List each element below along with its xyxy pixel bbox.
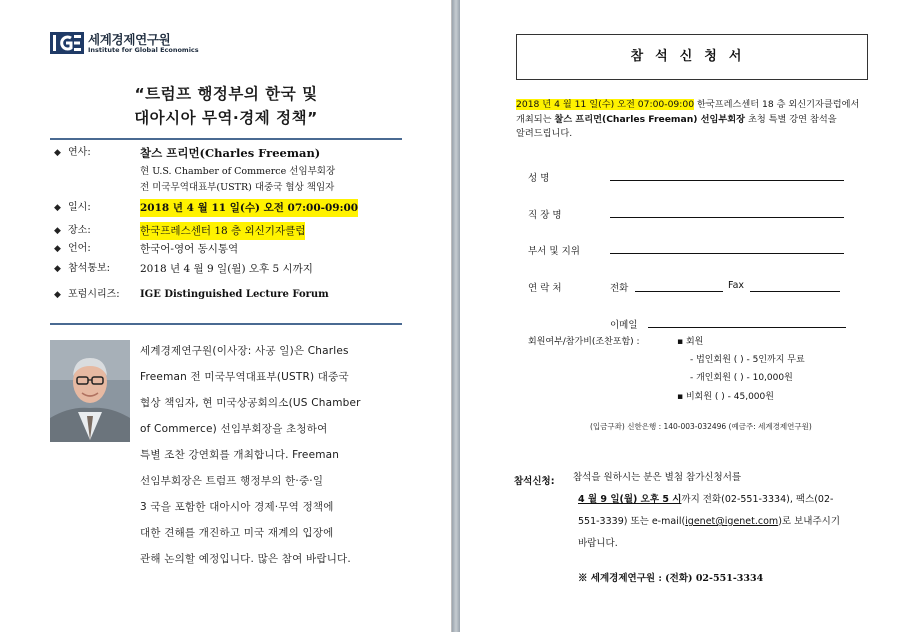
dept-label: 부서 및 지위 xyxy=(528,246,580,257)
intro-date: 2018 년 4 월 11 일(수) 오전 07:00-09:00 xyxy=(516,99,695,110)
email-input[interactable] xyxy=(648,327,846,328)
right-page xyxy=(460,0,916,632)
corporate-member-option[interactable]: - 법인회원 ( ) - 5인까지 무료 xyxy=(690,355,805,365)
language-key: 언어: xyxy=(68,243,91,254)
name-input[interactable] xyxy=(610,180,844,181)
info-rsvp xyxy=(50,260,410,278)
email-link[interactable]: igenet@igenet.com xyxy=(685,516,779,527)
info-series xyxy=(50,286,410,304)
bullet-icon: ◆ xyxy=(54,203,61,213)
intro-text-2a: 개최되는 xyxy=(516,113,555,125)
notice-fax: 551-3339) 또는 e-mail( xyxy=(578,516,686,527)
notice-line-3 xyxy=(578,511,888,533)
description-line: 관해 논의할 예정입니다. 많은 참여 바랍니다. xyxy=(140,553,351,565)
form-title-box xyxy=(516,34,868,80)
title-line-2: 대아시아 무역·경제 정책” xyxy=(134,109,318,127)
description-line: Freeman 전 미국무역대표부(USTR) 대중국 xyxy=(140,371,349,383)
description-line: of Commerce) 선임부회장을 초청하여 xyxy=(140,423,328,435)
language-value: 한국어-영어 동시통역 xyxy=(140,243,239,255)
deadline: 4 월 9 일(월) 오후 5 시 xyxy=(578,494,682,505)
intro-speaker: 찰스 프리먼(Charles Freeman) 선임부회장 xyxy=(554,113,746,125)
speaker-value: 찰스 프리먼(Charles Freeman) xyxy=(140,146,321,160)
intro-text-2c: 초청 특별 강연 참석을 xyxy=(745,113,837,125)
series-value: IGE Distinguished Lecture Forum xyxy=(140,289,329,300)
logo-name-en: Institute for Global Economics xyxy=(88,46,199,54)
speaker-key: 연사: xyxy=(68,147,91,158)
description-line: 선임부회장은 트럼프 행정부의 한·중·일 xyxy=(140,475,324,487)
lecture-title xyxy=(50,82,402,130)
divider-top xyxy=(50,138,402,140)
bullet-icon: ◆ xyxy=(54,148,61,158)
place-key: 장소: xyxy=(68,225,91,236)
form-intro xyxy=(516,98,872,142)
divider-bottom xyxy=(50,323,402,325)
speaker-photo xyxy=(50,340,130,442)
contact-footer: ※ 세계경제연구원 : (전화) 02-551-3334 xyxy=(578,573,764,584)
description-line: 특별 조찬 강연회를 개최합니다. Freeman xyxy=(140,449,340,461)
description-line: 협상 책임자, 현 미국상공회의소(US Chamber xyxy=(140,397,361,409)
ige-logo xyxy=(50,30,210,56)
event-description xyxy=(140,338,402,572)
name-label: 성 명 xyxy=(528,173,550,184)
notice-line-4: 바랍니다. xyxy=(578,538,618,549)
intro-text-3: 알려드립니다. xyxy=(516,128,573,139)
dept-input[interactable] xyxy=(610,253,844,254)
date-value: 2018 년 4 월 11 일(수) 오전 07:00-09:00 xyxy=(140,199,358,217)
notice-line-1: 참석을 원하시는 분은 별첨 참가신청서를 xyxy=(573,472,742,483)
ige-logo-mark xyxy=(50,32,84,54)
date-key: 일시: xyxy=(68,202,91,213)
email-label: 이메일 xyxy=(610,320,638,331)
page-gutter xyxy=(452,0,460,632)
speaker-current-title: 현 U.S. Chamber of Commerce 선임부회장 xyxy=(140,166,336,177)
notice-contacts: 까지 전화(02-551-3334), 팩스(02- xyxy=(681,494,834,505)
notice-send: )로 보내주시기 xyxy=(778,516,840,527)
bank-account: (입금구좌) 신한은행 : 140-003-032496 (예금주: 세계경제연구원) xyxy=(590,422,812,431)
notice-label: 참석신청: xyxy=(514,476,555,487)
description-line: 3 국을 포함한 대아시아 경제·무역 정책에 xyxy=(140,501,334,513)
bullet-icon: ◆ xyxy=(54,226,61,236)
series-key: 포럼시리즈: xyxy=(68,289,120,300)
bullet-icon: ◆ xyxy=(54,290,61,300)
left-page xyxy=(0,0,452,632)
info-language xyxy=(50,240,410,258)
info-speaker xyxy=(50,144,410,162)
company-input[interactable] xyxy=(610,217,844,218)
title-line-1: “트럼프 행정부의 한국 및 xyxy=(134,85,318,103)
place-value: 한국프레스센터 18 층 외신기자클럽 xyxy=(140,222,305,240)
rsvp-key: 참석통보: xyxy=(68,263,111,274)
individual-member-option[interactable]: - 개인회원 ( ) - 10,000원 xyxy=(690,373,793,383)
fax-label: Fax xyxy=(728,280,745,291)
notice-line-2 xyxy=(578,489,888,511)
phone-label: 전화 xyxy=(610,283,629,294)
info-place xyxy=(50,222,410,240)
fax-input[interactable] xyxy=(750,291,840,292)
description-line: 세계경제연구원(이사장: 사공 일)은 Charles xyxy=(140,345,349,357)
form-title: 참석신청서 xyxy=(630,49,754,64)
info-date xyxy=(50,199,410,217)
contact-label: 연 락 처 xyxy=(528,283,562,294)
logo-name-ko: 세계경제연구원 xyxy=(88,32,171,47)
bullet-icon: ◆ xyxy=(54,244,61,254)
member-option[interactable]: ▪ 회원 xyxy=(677,337,704,347)
company-label: 직 장 명 xyxy=(528,210,562,221)
rsvp-value: 2018 년 4 월 9 일(월) 오후 5 시까지 xyxy=(140,263,313,275)
non-member-option[interactable]: ▪ 비회원 ( ) - 45,000원 xyxy=(677,392,774,402)
phone-input[interactable] xyxy=(635,291,723,292)
speaker-former-title: 전 미국무역대표부(USTR) 대중국 협상 책임자 xyxy=(140,182,335,193)
description-line: 대한 견해를 개진하고 미국 재계의 입장에 xyxy=(140,527,334,539)
membership-label: 회원여부/참가비(조찬포함) : xyxy=(528,337,640,347)
intro-text-1: 한국프레스센터 18 층 외신기자클럽에서 xyxy=(694,99,860,110)
bullet-icon: ◆ xyxy=(54,264,61,274)
